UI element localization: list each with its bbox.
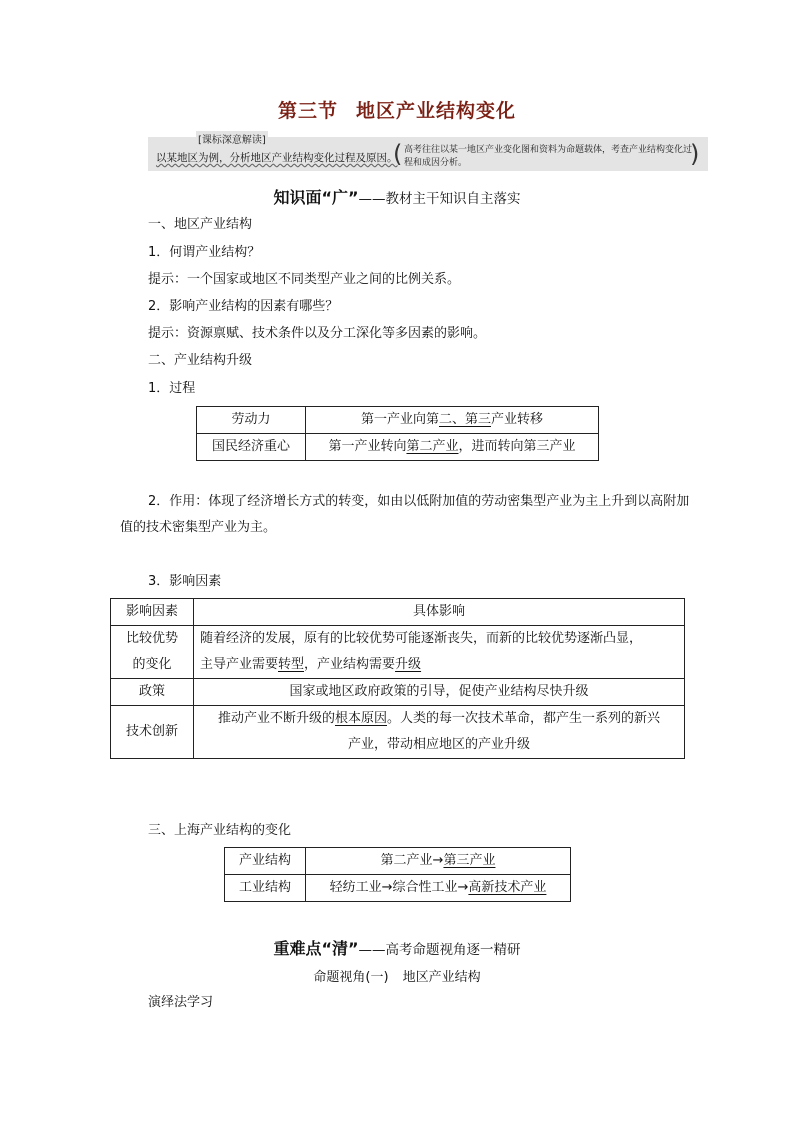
table-row <box>111 706 685 759</box>
table-header-cell: 具体影响 <box>194 599 685 626</box>
table-cell: 产业结构 <box>225 848 306 875</box>
table-cell: 推动产业不断升级的根本原因。人类的每一次技术革命，都产生一系列的新兴 产业，带动相应地区的产业升级 <box>194 706 685 759</box>
banner-standard-text <box>156 150 398 165</box>
factors-table <box>110 598 685 759</box>
table-cell: 国民经济重心 <box>197 434 306 461</box>
section-heading-focus <box>0 936 794 959</box>
section-heading-bold: 重难点“清” <box>273 939 359 958</box>
table-header-cell: 影响因素 <box>111 599 194 626</box>
section-heading-knowledge <box>0 185 794 208</box>
title-text: 地区产业结构变化 <box>356 100 517 122</box>
subsection-title: 地区产业结构 <box>402 970 481 985</box>
table-cell: 工业结构 <box>225 875 306 902</box>
table-row <box>111 679 685 706</box>
question-2: 2．影响产业结构的因素有哪些？ <box>148 299 339 314</box>
table-cell: 第一产业向第二、第三产业转移 <box>306 407 599 434</box>
process-table <box>196 406 599 461</box>
table-cell: 轻纺工业→综合性工业→高新技术产业 <box>306 875 571 902</box>
section-heading-dash: —— <box>358 191 386 207</box>
left-brace-icon: ( <box>393 140 403 168</box>
table-cell: 随着经济的发展，原有的比较优势可能逐渐丧失，而新的比较优势逐渐凸显， 主导产业需要转型，产业结构需要升级 <box>194 626 685 679</box>
answer-2: 提示：资源禀赋、技术条件以及分工深化等多因素的影响。 <box>148 326 487 341</box>
section-heading-bold: 知识面“广” <box>273 188 359 207</box>
table-row <box>111 599 685 626</box>
table-cell: 政策 <box>111 679 194 706</box>
section-heading-rest: 教材主干知识自主落实 <box>385 191 521 207</box>
banner-exam-note: 高考往往以某一地区产业变化图和资料为命题载体，考查产业结构变化过程和成因分析。 <box>404 145 693 168</box>
subheading-process: 1．过程 <box>148 381 196 396</box>
section-heading-dash: —— <box>358 942 386 958</box>
question-1: 1．何谓产业结构？ <box>148 245 261 260</box>
heading-regional-structure: 一、地区产业结构 <box>148 217 253 232</box>
heading-upgrade: 二、产业结构升级 <box>148 353 253 368</box>
subsection-heading <box>0 966 794 985</box>
table-cell: 第一产业转向第二产业，进而转向第三产业 <box>306 434 599 461</box>
section-heading-rest: 高考命题视角逐一精研 <box>385 942 521 958</box>
heading-shanghai: 三、上海产业结构的变化 <box>148 823 292 838</box>
page-title <box>0 96 794 123</box>
table-cell: 劳动力 <box>197 407 306 434</box>
table-row <box>111 626 685 679</box>
paragraph-function: 2．作用：体现了经济增长方式的转变，如由以低附加值的劳动密集型产业为主上升到以高附加值的技术密集型产业为主。 <box>120 494 690 535</box>
shanghai-table <box>224 847 571 902</box>
banner-label: [课标深意解读] <box>196 131 268 146</box>
right-brace-icon: ) <box>690 140 700 168</box>
study-method-label: 演绎法学习 <box>148 995 214 1010</box>
table-row <box>197 434 599 461</box>
answer-1: 提示：一个国家或地区不同类型产业之间的比例关系。 <box>148 272 461 287</box>
table-row <box>225 875 571 902</box>
subsection-number: 命题视角(一) <box>313 970 389 985</box>
table-cell: 国家或地区政府政策的引导，促使产业结构尽快升级 <box>194 679 685 706</box>
table-cell: 第二产业→第三产业 <box>306 848 571 875</box>
table-cell: 比较优势 的变化 <box>111 626 194 679</box>
table-cell: 技术创新 <box>111 706 194 759</box>
banner-standard-sentence: 以某地区为例，分析地区产业结构变化过程及原因。 <box>156 152 398 164</box>
table-row <box>225 848 571 875</box>
subheading-factors: 3．影响因素 <box>148 574 222 589</box>
table-row <box>197 407 599 434</box>
title-section-number: 第三节 <box>277 100 338 122</box>
